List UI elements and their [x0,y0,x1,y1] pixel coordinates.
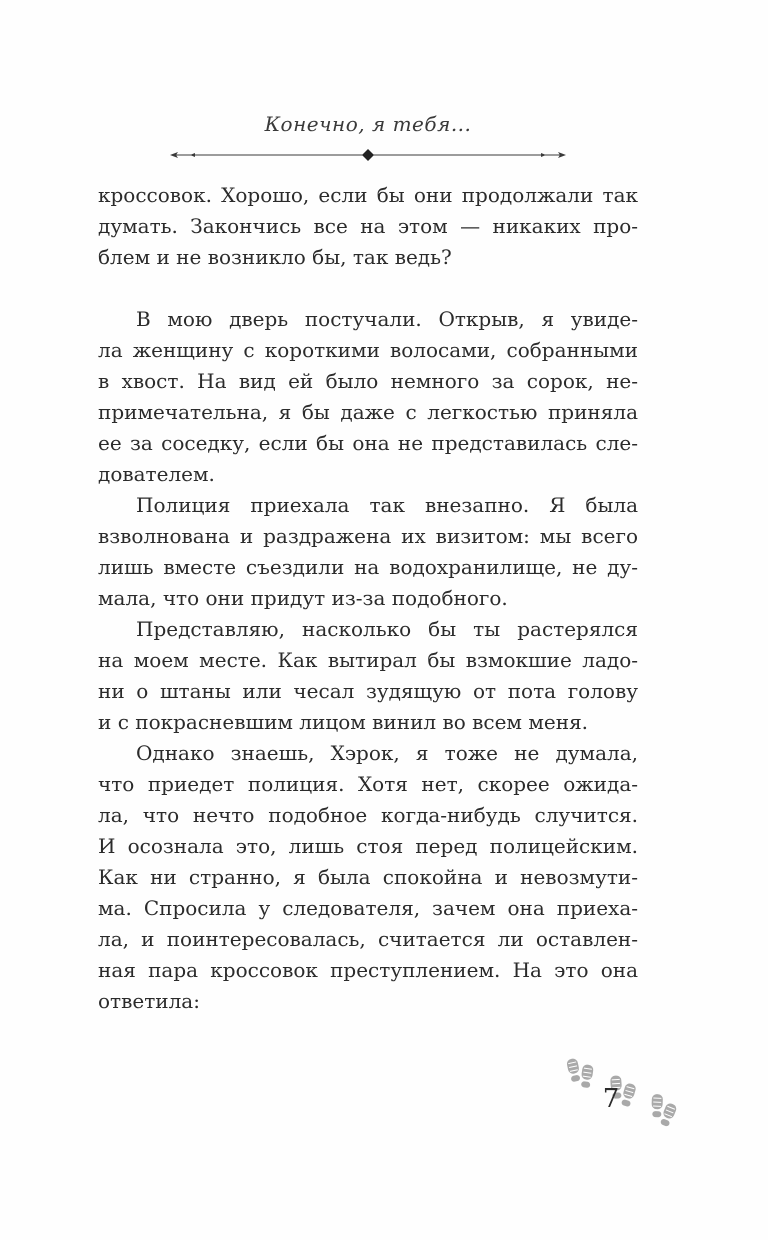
paragraph [98,180,638,273]
text-line: ла, что нечто подобное когда-нибудь случится. [98,803,638,827]
text-line: думать. Закончись все на этом — никаких про- [98,214,638,238]
paragraph [98,738,638,1017]
text-line: В мою дверь постучали. Открыв, я увиде- [136,307,638,331]
text-line: примечательна, я бы даже с легкостью приняла [98,400,638,424]
text-line: блем и не возникло бы, так ведь? [98,245,452,269]
divider-ornament-icon [168,148,568,162]
text-line: ее за соседку, если бы она не представилась сле- [98,431,638,455]
text-line: дователем. [98,462,215,486]
text-line: и с покрасневшим лицом винил во всем меня. [98,710,589,734]
text-line: ла, и поинтересовалась, считается ли оставлен- [98,927,638,951]
paragraph [98,490,638,614]
text-line: лишь вместе съездили на водохранилище, не ду- [98,555,638,579]
text-line: в хвост. На вид ей было немного за сорок, не- [98,369,638,393]
text-line: Как ни странно, я была спокойна и невозмути- [98,865,638,889]
text-line: ни о штаны или чесал зудящую от пота голову [98,679,638,703]
paragraph [98,614,638,738]
text-line: кроссовок. Хорошо, если бы они продолжали так [98,183,638,207]
text-line: взволнована и раздражена их визитом: мы всего [98,524,638,548]
footprints-icon [552,1052,702,1134]
text-line: И осознала это, лишь стоя перед полицейским. [98,834,638,858]
text-line: ная пара кроссовок преступлением. На это она [98,958,638,982]
text-line: мала, что они придут из-за подобного. [98,586,508,610]
page-number: 7 [602,1084,620,1114]
page-body [98,180,638,1017]
text-line: Представляю, насколько бы ты растерялся [136,617,638,641]
text-line: Однако знаешь, Хэрок, я тоже не думала, [136,741,638,765]
text-line: Полиция приехала так внезапно. Я была [136,493,638,517]
paragraph [98,304,638,490]
text-line: что приедет полиция. Хотя нет, скорее ожида- [98,772,638,796]
text-line: ла женщину с короткими волосами, собранными [98,338,638,362]
running-head-title: Конечно, я тебя... [264,112,472,136]
text-line: ма. Спросила у следователя, зачем она приеха- [98,896,638,920]
text-line: ответила: [98,989,200,1013]
text-line: на моем месте. Как вытирал бы взмокшие ладо- [98,648,638,672]
